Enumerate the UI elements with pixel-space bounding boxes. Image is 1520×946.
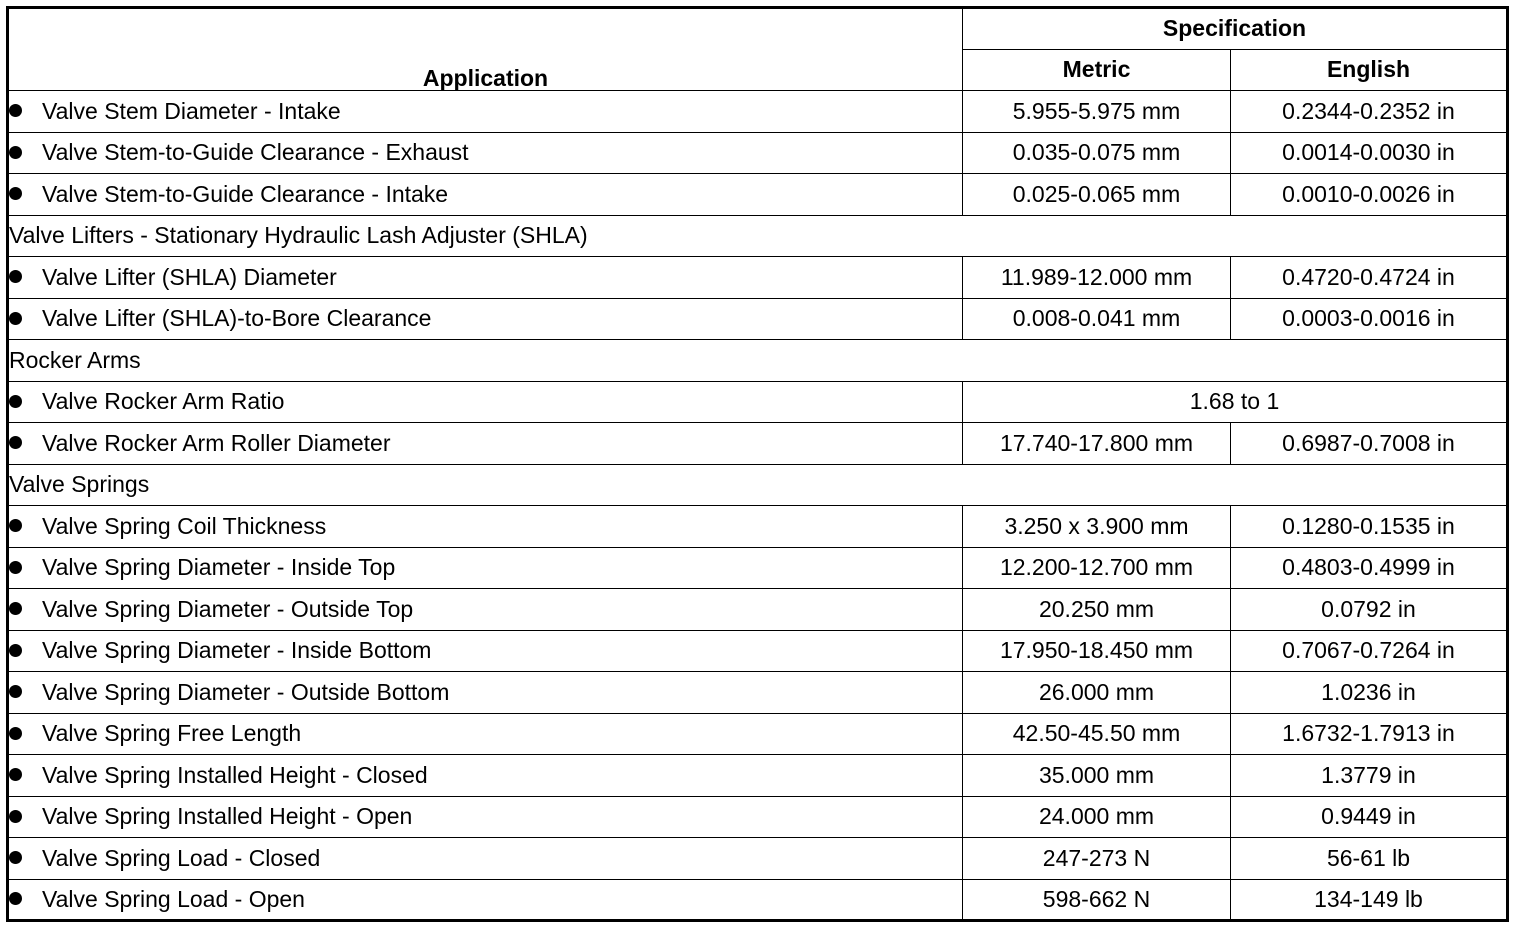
application-cell [8, 796, 963, 838]
application-cell [8, 755, 963, 797]
table-row [8, 672, 1508, 714]
table-row [8, 257, 1508, 299]
table-row [8, 174, 1508, 216]
item-label: Valve Spring Diameter - Inside Bottom [42, 637, 432, 664]
item-label: Valve Stem-to-Guide Clearance - Exhaust [42, 139, 469, 166]
metric-value-cell: 24.000 mm [963, 796, 1231, 838]
item-label: Valve Lifter (SHLA) Diameter [42, 263, 337, 290]
metric-value-cell: 11.989-12.000 mm [963, 257, 1231, 299]
specification-table [6, 6, 1509, 922]
section-heading: Valve Lifters - Stationary Hydraulic Lash Adjuster (SHLA) [8, 215, 1508, 257]
section-heading: Valve Springs [8, 464, 1508, 506]
item-label: Valve Stem-to-Guide Clearance - Intake [42, 180, 449, 207]
english-header: English [1231, 49, 1508, 91]
bullet-icon [9, 810, 22, 823]
english-value-cell: 0.0014-0.0030 in [1231, 132, 1508, 174]
section-heading: Rocker Arms [8, 340, 1508, 382]
metric-value-cell: 20.250 mm [963, 589, 1231, 631]
english-value-cell: 0.9449 in [1231, 796, 1508, 838]
application-cell [8, 879, 963, 921]
metric-value-cell: 42.50-45.50 mm [963, 713, 1231, 755]
english-value-cell: 0.0010-0.0026 in [1231, 174, 1508, 216]
table-row [8, 630, 1508, 672]
table-row [8, 132, 1508, 174]
bullet-icon [9, 685, 22, 698]
item-label: Valve Spring Diameter - Outside Bottom [42, 678, 450, 705]
english-value-cell: 56-61 lb [1231, 838, 1508, 880]
bullet-icon [9, 270, 22, 283]
application-cell [8, 630, 963, 672]
bullet-icon [9, 561, 22, 574]
table-row [8, 381, 1508, 423]
english-value-cell: 0.7067-0.7264 in [1231, 630, 1508, 672]
section-row [8, 215, 1508, 257]
application-cell [8, 589, 963, 631]
application-cell [8, 506, 963, 548]
table-row [8, 298, 1508, 340]
english-value-cell: 0.6987-0.7008 in [1231, 423, 1508, 465]
bullet-icon [9, 104, 22, 117]
english-value-cell: 0.1280-0.1535 in [1231, 506, 1508, 548]
english-value-cell: 0.2344-0.2352 in [1231, 91, 1508, 133]
table-row [8, 755, 1508, 797]
merged-value-cell: 1.68 to 1 [963, 381, 1508, 423]
table-row [8, 547, 1508, 589]
table-row [8, 423, 1508, 465]
section-row [8, 340, 1508, 382]
item-label: Valve Spring Installed Height - Open [42, 803, 413, 830]
metric-value-cell: 17.950-18.450 mm [963, 630, 1231, 672]
english-value-cell: 1.3779 in [1231, 755, 1508, 797]
metric-value-cell: 26.000 mm [963, 672, 1231, 714]
metric-value-cell: 17.740-17.800 mm [963, 423, 1231, 465]
application-cell [8, 91, 963, 133]
metric-value-cell: 247-273 N [963, 838, 1231, 880]
item-label: Valve Spring Load - Open [42, 885, 305, 912]
application-cell [8, 672, 963, 714]
table-row [8, 713, 1508, 755]
bullet-icon [9, 851, 22, 864]
item-label: Valve Lifter (SHLA)-to-Bore Clearance [42, 305, 432, 332]
section-row [8, 464, 1508, 506]
bullet-icon [9, 892, 22, 905]
metric-value-cell: 3.250 x 3.900 mm [963, 506, 1231, 548]
item-label: Valve Rocker Arm Ratio [42, 388, 285, 415]
item-label: Valve Spring Diameter - Outside Top [42, 595, 414, 622]
english-value-cell: 0.4720-0.4724 in [1231, 257, 1508, 299]
table-row [8, 796, 1508, 838]
english-value-cell: 1.0236 in [1231, 672, 1508, 714]
table-body [8, 91, 1508, 921]
bullet-icon [9, 395, 22, 408]
item-label: Valve Stem Diameter - Intake [42, 97, 341, 124]
english-value-cell: 0.0792 in [1231, 589, 1508, 631]
bullet-icon [9, 727, 22, 740]
table-row [8, 91, 1508, 133]
metric-value-cell: 35.000 mm [963, 755, 1231, 797]
metric-value-cell: 598-662 N [963, 879, 1231, 921]
metric-value-cell: 0.008-0.041 mm [963, 298, 1231, 340]
application-cell [8, 838, 963, 880]
metric-header: Metric [963, 49, 1231, 91]
application-cell [8, 257, 963, 299]
bullet-icon [9, 187, 22, 200]
table-row [8, 838, 1508, 880]
bullet-icon [9, 519, 22, 532]
table-row [8, 879, 1508, 921]
bullet-icon [9, 312, 22, 325]
item-label: Valve Spring Free Length [42, 720, 302, 747]
application-cell [8, 174, 963, 216]
bullet-icon [9, 602, 22, 615]
table-header [8, 8, 1508, 91]
application-cell [8, 547, 963, 589]
item-label: Valve Spring Diameter - Inside Top [42, 554, 396, 581]
english-value-cell: 134-149 lb [1231, 879, 1508, 921]
table-row [8, 506, 1508, 548]
english-value-cell: 1.6732-1.7913 in [1231, 713, 1508, 755]
specification-header: Specification [963, 8, 1508, 50]
table-row [8, 589, 1508, 631]
metric-value-cell: 0.025-0.065 mm [963, 174, 1231, 216]
item-label: Valve Rocker Arm Roller Diameter [42, 429, 391, 456]
item-label: Valve Spring Installed Height - Closed [42, 761, 428, 788]
bullet-icon [9, 644, 22, 657]
metric-value-cell: 5.955-5.975 mm [963, 91, 1231, 133]
application-cell [8, 132, 963, 174]
item-label: Valve Spring Load - Closed [42, 844, 321, 871]
bullet-icon [9, 768, 22, 781]
application-cell [8, 381, 963, 423]
application-cell [8, 298, 963, 340]
bullet-icon [9, 436, 22, 449]
application-header: Application [8, 8, 963, 91]
english-value-cell: 0.4803-0.4999 in [1231, 547, 1508, 589]
application-cell [8, 423, 963, 465]
application-cell [8, 713, 963, 755]
metric-value-cell: 12.200-12.700 mm [963, 547, 1231, 589]
item-label: Valve Spring Coil Thickness [42, 512, 327, 539]
english-value-cell: 0.0003-0.0016 in [1231, 298, 1508, 340]
metric-value-cell: 0.035-0.075 mm [963, 132, 1231, 174]
bullet-icon [9, 146, 22, 159]
